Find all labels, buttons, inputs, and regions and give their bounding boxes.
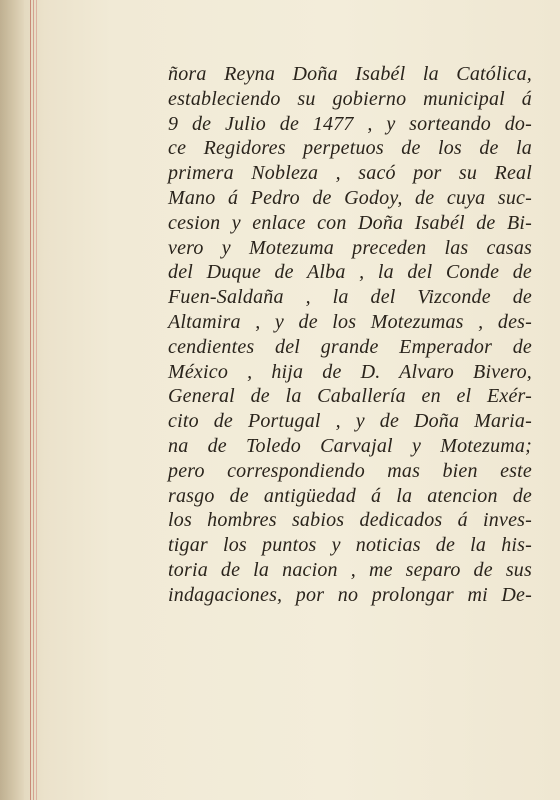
text-line: General de la Caballería en el Exér- (168, 385, 532, 408)
text-line: ñora Reyna Doña Isabél la Católica, (168, 63, 532, 85)
text-line: Altamira , y de los Motezumas , des- (168, 310, 532, 333)
page-gutter (0, 0, 24, 800)
body-text (168, 62, 532, 608)
page-edge-line (30, 0, 31, 800)
text-line: Mano á Pedro de Godoy, de cuya suc- (168, 186, 532, 209)
text-line: cesion y enlace con Doña Isabél de Bi- (168, 211, 532, 234)
text-line: vero y Motezuma preceden las casas (168, 236, 532, 259)
text-line: primera Nobleza , sacó por su Real (168, 162, 532, 185)
text-line: pero correspondiendo mas bien este (168, 459, 532, 482)
text-line: cito de Portugal , y de Doña Maria- (168, 410, 532, 433)
text-line: cendientes del grande Emperador de (168, 335, 532, 358)
text-line: rasgo de antigüedad á la atencion de (168, 484, 532, 507)
page-edge-line (33, 0, 34, 800)
text-line: indagaciones, por no prolongar mi De- (168, 583, 532, 606)
text-line: tigar los puntos y noticias de la his- (168, 534, 532, 557)
text-line: ce Regidores perpetuos de los de la (168, 137, 532, 160)
text-line: 9 de Julio de 1477 , y sorteando do- (168, 112, 532, 135)
text-line: Fuen-Saldaña , la del Vizconde de (168, 286, 532, 309)
text-line: na de Toledo Carvajal y Motezuma; (168, 434, 532, 457)
text-line: los hombres sabios dedicados á inves- (168, 509, 532, 532)
text-line: del Duque de Alba , la del Conde de (168, 261, 532, 284)
page-edge-line (36, 0, 37, 800)
text-line: estableciendo su gobierno municipal á (168, 87, 532, 110)
text-line: toria de la nacion , me separo de sus (168, 558, 532, 581)
text-line: México , hija de D. Alvaro Bivero, (168, 360, 532, 383)
